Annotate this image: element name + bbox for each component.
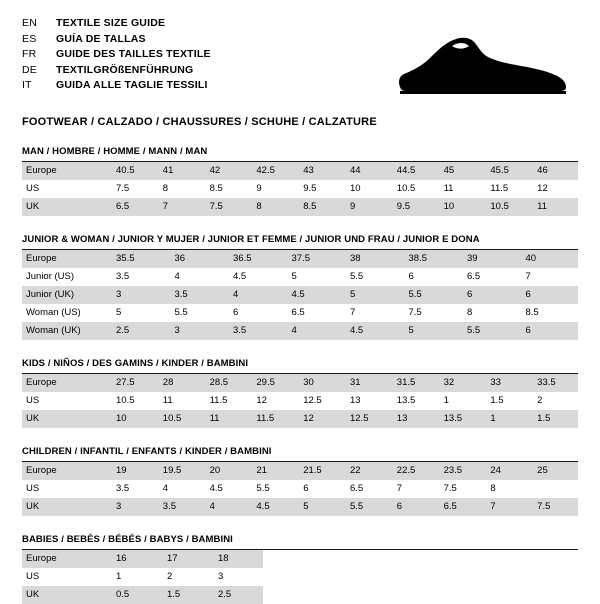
table-row xyxy=(22,180,578,198)
cell: 3 xyxy=(110,286,169,304)
cell: 3 xyxy=(218,571,224,582)
cell: 6.5 xyxy=(291,307,305,318)
table-row xyxy=(22,550,578,568)
cell: 2 xyxy=(167,571,173,582)
cell: 6 xyxy=(520,322,579,340)
cell: 9 xyxy=(256,183,262,194)
cell: 3.5 xyxy=(116,271,130,282)
cell: 31.5 xyxy=(391,374,438,392)
cell: 5 xyxy=(291,271,297,282)
cell: 5 xyxy=(297,498,344,516)
cell: 1 xyxy=(443,395,449,406)
cell: 0.5 xyxy=(110,586,161,604)
cell-empty xyxy=(263,568,578,586)
cell: 7.5 xyxy=(443,483,457,494)
cell: 10.5 xyxy=(157,410,204,428)
cell: 43 xyxy=(297,162,344,180)
language-row xyxy=(22,16,211,32)
cell: 1.5 xyxy=(531,410,578,428)
block-title: KIDS / NIÑOS / DES GAMINS / KINDER / BAMBINI xyxy=(22,358,578,374)
cell: 16 xyxy=(110,550,161,568)
cell: 10 xyxy=(110,410,157,428)
cell: 6.5 xyxy=(467,271,481,282)
cell: 3 xyxy=(169,322,228,340)
cell: 5.5 xyxy=(174,307,188,318)
cell-empty xyxy=(263,586,578,604)
cell: 40.5 xyxy=(110,162,157,180)
cell: 9 xyxy=(344,198,391,216)
cell: 22.5 xyxy=(391,462,438,480)
cell: 7 xyxy=(157,198,204,216)
cell-empty xyxy=(263,550,578,568)
cell: 8.5 xyxy=(297,198,344,216)
block-title: CHILDREN / INFANTIL / ENFANTS / KINDER / BAMBINI xyxy=(22,446,578,462)
cell: 4 xyxy=(162,483,169,494)
cell: 4.5 xyxy=(344,322,403,340)
cell: 32 xyxy=(438,374,485,392)
cell: 21 xyxy=(250,462,297,480)
cell: 35.5 xyxy=(110,250,169,268)
table-row xyxy=(22,286,578,304)
language-row xyxy=(22,47,211,63)
cell: 13 xyxy=(349,395,361,406)
cell: 8 xyxy=(162,183,169,194)
cell: 6 xyxy=(303,483,309,494)
row-label: Woman (UK) xyxy=(22,322,110,340)
language-row xyxy=(22,63,211,79)
table-row xyxy=(22,250,578,268)
cell: 20 xyxy=(204,462,251,480)
cell: 12 xyxy=(537,183,548,194)
cell: 44 xyxy=(344,162,391,180)
cell: 31 xyxy=(344,374,391,392)
cell: 10 xyxy=(349,183,361,194)
table-row xyxy=(22,462,578,480)
cell: 5 xyxy=(403,322,462,340)
size-table xyxy=(22,162,578,216)
cell: 27.5 xyxy=(110,374,157,392)
row-label: Europe xyxy=(22,462,110,480)
cell: 36.5 xyxy=(227,250,286,268)
cell: 23.5 xyxy=(438,462,485,480)
row-label: UK xyxy=(22,586,110,604)
cell: 12 xyxy=(297,410,344,428)
cell: 37.5 xyxy=(286,250,345,268)
size-block-babies xyxy=(22,534,578,604)
size-table xyxy=(22,550,578,604)
cell: 40 xyxy=(520,250,579,268)
cell: 38 xyxy=(344,250,403,268)
block-title: MAN / HOMBRE / HOMME / MANN / MAN xyxy=(22,146,578,162)
cell: 45 xyxy=(438,162,485,180)
cell: 39 xyxy=(461,250,520,268)
cell: 7.5 xyxy=(116,183,130,194)
cell: 4 xyxy=(204,498,251,516)
cell: 4.5 xyxy=(250,498,297,516)
cell: 5.5 xyxy=(350,271,364,282)
language-code: FR xyxy=(22,48,37,60)
cell: 11.5 xyxy=(490,183,509,194)
cell: 13 xyxy=(391,410,438,428)
cell: 3.5 xyxy=(157,498,204,516)
cell: 5.5 xyxy=(461,322,520,340)
cell: 7.5 xyxy=(204,198,251,216)
language-code: IT xyxy=(22,79,32,91)
cell: 11 xyxy=(443,183,454,194)
size-table xyxy=(22,250,578,340)
table-row xyxy=(22,268,578,286)
row-label: US xyxy=(26,395,40,406)
cell: 4.5 xyxy=(233,271,247,282)
cell: 10.5 xyxy=(396,183,416,194)
cell: 45.5 xyxy=(484,162,531,180)
cell: 6.5 xyxy=(349,483,364,494)
block-title: JUNIOR & WOMAN / JUNIOR Y MUJER / JUNIOR ET FEMME / JUNIOR UND FRAU / JUNIOR E DONA xyxy=(22,234,578,250)
cell: 2.5 xyxy=(110,322,169,340)
cell: 10.5 xyxy=(484,198,531,216)
cell: 3.5 xyxy=(227,322,286,340)
cell: 7 xyxy=(396,483,403,494)
cell: 1 xyxy=(116,571,122,582)
cell: 19.5 xyxy=(157,462,204,480)
cell: 2.5 xyxy=(212,586,263,604)
cell: 41 xyxy=(157,162,204,180)
size-table xyxy=(22,374,578,428)
cell xyxy=(531,480,578,498)
size-block-children xyxy=(22,446,578,516)
cell: 18 xyxy=(212,550,263,568)
language-title: TEXTILE SIZE GUIDE xyxy=(56,17,166,29)
cell: 11 xyxy=(204,410,251,428)
row-label: UK xyxy=(22,410,110,428)
size-block-man xyxy=(22,146,578,216)
cell: 5.5 xyxy=(344,498,391,516)
row-label: Europe xyxy=(22,374,110,392)
cell: 12.5 xyxy=(303,395,322,406)
language-row xyxy=(22,78,211,94)
cell: 7 xyxy=(525,271,531,282)
cell: 8.5 xyxy=(525,307,539,318)
row-label: Woman (US) xyxy=(26,307,81,318)
table-row xyxy=(22,392,578,410)
cell: 9.5 xyxy=(303,183,317,194)
cell: 11 xyxy=(162,395,173,406)
cell: 13.5 xyxy=(396,395,416,406)
table-row xyxy=(22,568,578,586)
language-code: DE xyxy=(22,63,37,76)
cell: 42 xyxy=(204,162,251,180)
table-row xyxy=(22,304,578,322)
cell: 10 xyxy=(438,198,485,216)
table-row xyxy=(22,410,578,428)
cell: 7.5 xyxy=(531,498,578,516)
cell: 22 xyxy=(344,462,391,480)
row-label: US xyxy=(26,483,40,494)
cell: 6.5 xyxy=(438,498,485,516)
cell: 4 xyxy=(227,286,286,304)
cell: 11.5 xyxy=(209,395,228,406)
cell: 46 xyxy=(531,162,578,180)
row-label: Europe xyxy=(22,550,110,568)
language-title: GUÍA DE TALLAS xyxy=(56,32,146,45)
language-title: GUIDA ALLE TAGLIE TESSILI xyxy=(56,79,208,91)
size-block-junior-woman xyxy=(22,234,578,340)
cell: 6 xyxy=(408,271,414,282)
cell: 5 xyxy=(116,307,122,318)
cell: 38.5 xyxy=(403,250,462,268)
cell: 7.5 xyxy=(408,307,422,318)
cell: 6 xyxy=(461,286,520,304)
language-title: TEXTILGRÖßENFÜHRUNG xyxy=(56,63,194,76)
cell: 5 xyxy=(344,286,403,304)
cell: 8 xyxy=(490,483,496,494)
row-label: US xyxy=(26,571,40,582)
cell: 8 xyxy=(467,307,473,318)
cell: 11 xyxy=(531,198,578,216)
row-label: US xyxy=(26,183,40,194)
language-row xyxy=(22,32,211,48)
row-label: Europe xyxy=(22,250,110,268)
row-label: UK xyxy=(22,498,110,516)
page-header xyxy=(22,16,578,108)
cell: 4.5 xyxy=(286,286,345,304)
cell: 4.5 xyxy=(209,483,223,494)
cell: 11.5 xyxy=(250,410,297,428)
cell: 42.5 xyxy=(250,162,297,180)
row-label: UK xyxy=(22,198,110,216)
cell: 44.5 xyxy=(391,162,438,180)
size-table xyxy=(22,462,578,516)
table-row xyxy=(22,198,578,216)
cell: 7 xyxy=(484,498,531,516)
cell: 24 xyxy=(484,462,531,480)
cell: 10.5 xyxy=(116,395,135,406)
cell: 9.5 xyxy=(391,198,438,216)
cell: 4 xyxy=(286,322,345,340)
cell: 28.5 xyxy=(204,374,251,392)
cell: 1 xyxy=(484,410,531,428)
dress-shoe-icon xyxy=(392,30,572,100)
language-title-list xyxy=(22,16,211,94)
cell: 1.5 xyxy=(161,586,212,604)
cell: 1.5 xyxy=(490,395,504,406)
row-label: Europe xyxy=(22,162,110,180)
cell: 28 xyxy=(157,374,204,392)
row-label: Junior (UK) xyxy=(22,286,110,304)
table-row xyxy=(22,586,578,604)
cell: 3.5 xyxy=(116,483,130,494)
cell: 30 xyxy=(297,374,344,392)
cell: 17 xyxy=(161,550,212,568)
language-title: GUIDE DES TAILLES TEXTILE xyxy=(56,48,211,60)
cell: 13.5 xyxy=(438,410,485,428)
cell: 29.5 xyxy=(250,374,297,392)
cell: 21.5 xyxy=(297,462,344,480)
cell: 6 xyxy=(391,498,438,516)
table-row xyxy=(22,480,578,498)
cell: 6 xyxy=(520,286,579,304)
cell: 6 xyxy=(233,307,239,318)
page-title: FOOTWEAR / CALZADO / CHAUSSURES / SCHUHE / CALZATURE xyxy=(22,116,377,128)
block-title: BABIES / BEBÉS / BÉBÉS / BABYS / BAMBINI xyxy=(22,534,578,550)
size-block-kids xyxy=(22,358,578,428)
cell: 3.5 xyxy=(169,286,228,304)
cell: 19 xyxy=(110,462,157,480)
cell: 12 xyxy=(256,395,267,406)
cell: 8 xyxy=(250,198,297,216)
cell: 33.5 xyxy=(531,374,578,392)
table-row xyxy=(22,162,578,180)
cell: 5.5 xyxy=(403,286,462,304)
cell: 33 xyxy=(484,374,531,392)
cell: 3 xyxy=(110,498,157,516)
cell: 6.5 xyxy=(110,198,157,216)
table-row xyxy=(22,374,578,392)
cell: 5.5 xyxy=(256,483,270,494)
cell: 36 xyxy=(169,250,228,268)
cell: 8.5 xyxy=(209,183,223,194)
cell: 25 xyxy=(531,462,578,480)
cell: 7 xyxy=(350,307,356,318)
cell: 12.5 xyxy=(344,410,391,428)
row-label: Junior (US) xyxy=(26,271,75,282)
language-code: EN xyxy=(22,17,37,29)
table-row xyxy=(22,498,578,516)
cell: 4 xyxy=(174,271,180,282)
table-row xyxy=(22,322,578,340)
cell: 2 xyxy=(537,395,543,406)
language-code: ES xyxy=(22,32,37,45)
